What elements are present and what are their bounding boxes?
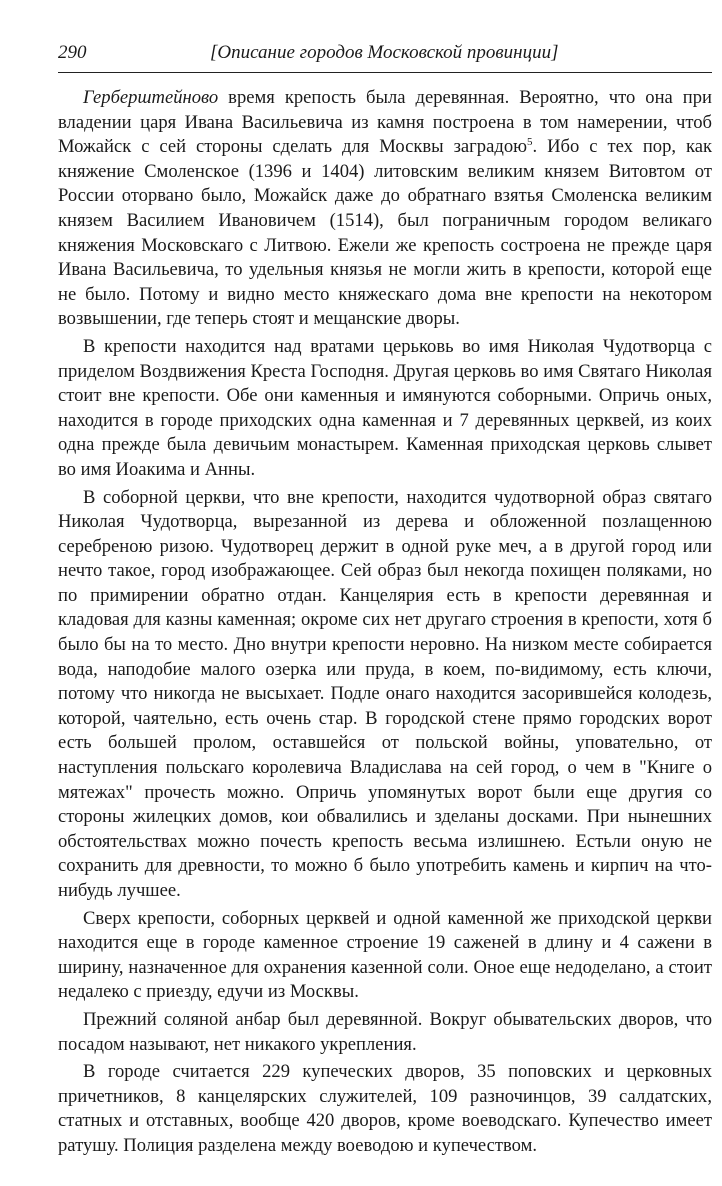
running-title: [Описание городов Московской провинции]	[210, 42, 559, 63]
paragraph-3: В соборной церкви, что вне крепости, находится чудотворной образ святаго Николая Чудотворца, вырезанной из дерева и обложенной позлащенною серебреною ризою. Чудотворец держит в одной руке меч, а в другой город или нечто такое, город изображающее. Сей образ был некогда похищен поляками, но по примирении обратно отдан. Канцелярия есть в крепости деревянная и кладовая для казны каменная; окроме сих нет другаго строения в крепости, хотя б было бы на то место. Дно внутри крепости неровно. На низком месте собирается вода, наподобие малого озерка или пруда, в коем, по-видимому, есть ключи, потому что никогда не высыхает. Подле онаго находится засорившейся колодезь, которой, чаятельно, есть очень стар. В городской стене прямо городских ворот есть большей пролом, оставшейся от польской войны, уповательно, от наступления польскаго королевича Владислава на сей город, о чем в "Книге о мятежах" прочесть можно. Опричь упомянутых ворот были еще другия со стороны жилецких домов, кои обвалились и зделаны досками. При нынешних обстоятельствах можно почесть крепость весьма излишнею. Естьли оную не сохранить для древности, то можно б было употребить камень и кирпич на что-нибудь лучшее.	[58, 486, 712, 901]
footnote-marker: 5	[527, 136, 533, 148]
emphasis-name: Герберштейново	[83, 87, 219, 108]
page-body	[58, 86, 712, 1159]
paragraph-1	[58, 86, 712, 332]
paragraph-5: Прежний соляной анбар был деревянной. Вокруг обывательских дворов, что посадом называют, нет никакого укрепления.	[58, 1008, 712, 1055]
paragraph-text-continued: . Ибо с тех пор, как княжение Смоленское (1396 и 1404) литовским великим князем Витовтом от России оторвано было, Можайск даже до обратнаго взятья Смоленска великим князем Василием Ивановичем (1514), был пограничным городом великаго княжения Московскаго с Литвою. Ежели же крепость состроена не прежде царя Ивана Васильевича, то удельныя князья не могли жить в крепости, которой еще не было. Потому и видно место княжескаго дома вне крепости на некотором возвышении, где теперь стоят и мещанские дворы.	[58, 136, 713, 330]
paragraph-text: время крепость была деревянная. Вероятно, что она при владении царя Ивана Васильевича из камня построена в том намерении, чтоб Можайск с сей стороны сделать для Москвы заградою	[58, 87, 712, 158]
paragraph-4: Сверх крепости, соборных церквей и одной каменной же приходской церкви находится еще в городе каменное строение 19 саженей в длину и 4 сажени в ширину, назначенное для охранения казенной соли. Оное еще недоделано, а стоит недалеко с приезду, едучи из Москвы.	[58, 907, 712, 1003]
paragraph-2: В крепости находится над вратами церьковь во имя Николая Чудотворца с приделом Воздвижения Креста Господня. Другая церковь во имя Святаго Николая стоит вне крепости. Обе они каменныя и имянуются соборными. Опричь оных, находится в городе приходских одна каменная и 7 деревянных церквей, из коих одна прежде была девичьим монастырем. Каменная приходская церковь слывет во имя Иоакима и Анны.	[58, 335, 712, 480]
page-header	[58, 38, 712, 72]
header-rule	[58, 72, 712, 73]
paragraph-6: В городе считается 229 купеческих дворов, 35 поповских и церковных причетников, 8 канцелярских служителей, 109 разночинцов, 39 салдатских, статных и отставных, вообще 420 дворов, кроме воеводскаго. Купечество имеет ратушу. Полиция разделена между воеводою и купечеством.	[58, 1061, 712, 1156]
page-number: 290	[58, 42, 87, 63]
